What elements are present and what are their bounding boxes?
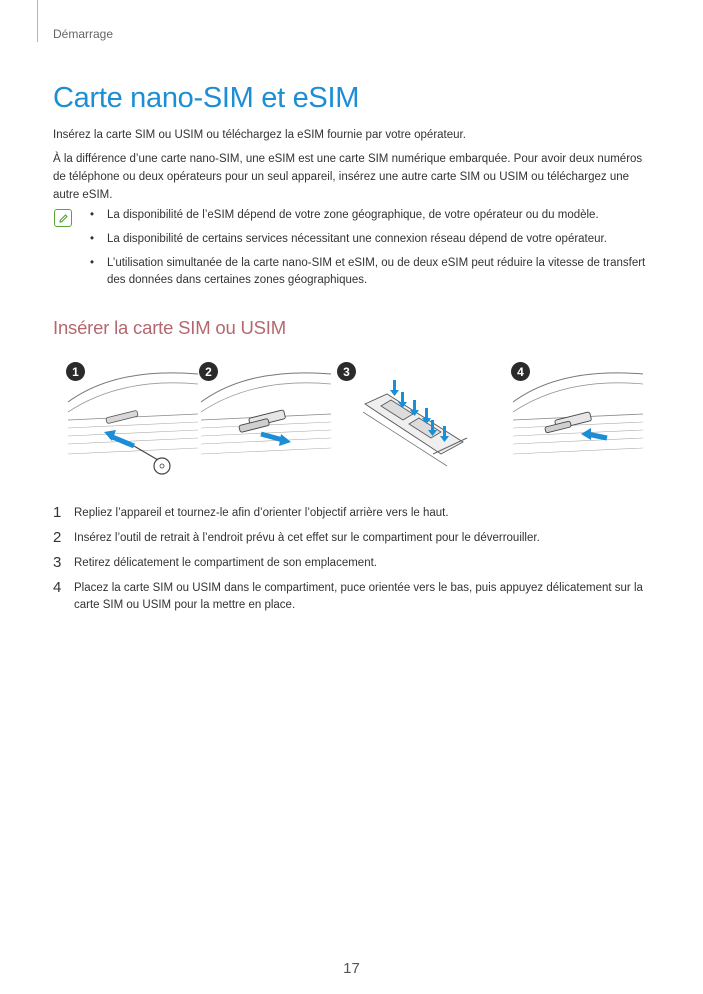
section-title: Insérer la carte SIM ou USIM (53, 317, 286, 338)
step-number: 4 (53, 579, 62, 596)
description-paragraph: À la différence d’une carte nano-SIM, une eSIM est une carte SIM numérique embarquée. Pour avoir deux numéros de téléphone ou deux opérateurs pour un seul appareil, insérez une autre carte SIM ou USIM ou téléchargez une autre eSIM. (53, 153, 643, 201)
step-item (53, 580, 663, 614)
illustration-sim-tray (337, 362, 469, 480)
step-number: 2 (53, 529, 62, 546)
step-item (53, 530, 663, 547)
step-list (53, 505, 663, 622)
note-pencil-icon (54, 209, 72, 227)
note-item: • La disponibilité de certains services nécessitant une connexion réseau dépend de votre opérateur. (90, 231, 660, 248)
step-item (53, 555, 663, 572)
note-item: • La disponibilité de l’eSIM dépend de votre zone géographique, de votre opérateur ou du modèle. (90, 207, 660, 224)
illustration-pull-tray (199, 362, 331, 480)
intro-paragraph: Insérez la carte SIM ou USIM ou téléchargez la eSIM fournie par votre opérateur. (53, 129, 466, 141)
step-badge-2: 2 (199, 362, 218, 381)
note-list (90, 207, 660, 296)
page-number: 17 (343, 960, 360, 977)
figure-step-1 (66, 362, 198, 480)
figure-step-3 (337, 362, 469, 480)
page-title: Carte nano-SIM et eSIM (53, 82, 360, 114)
note-item: • L’utilisation simultanée de la carte nano-SIM et eSIM, ou de deux eSIM peut réduire la vitesse de transfert des données dans certaines zones géographiques. (90, 255, 660, 289)
step-text: Placez la carte SIM ou USIM dans le compartiment, puce orientée vers le bas, puis appuyez délicatement sur la carte SIM ou USIM pour la mettre en place. (74, 582, 643, 611)
step-text: Insérez l’outil de retrait à l’endroit prévu à cet effet sur le compartiment pour le déverrouiller. (74, 532, 540, 544)
step-text: Retirez délicatement le compartiment de son emplacement. (74, 557, 377, 569)
step-text: Repliez l’appareil et tournez-le afin d’orienter l’objectif arrière vers le haut. (74, 507, 449, 519)
illustration-push-tray (511, 362, 643, 480)
step-badge-3: 3 (337, 362, 356, 381)
step-badge-1: 1 (66, 362, 85, 381)
step-item (53, 505, 663, 522)
figure-step-4 (511, 362, 643, 480)
page-header-rule (37, 0, 38, 42)
step-badge-4: 4 (511, 362, 530, 381)
breadcrumb: Démarrage (53, 27, 114, 41)
figure-step-2 (199, 362, 331, 480)
step-number: 1 (53, 504, 62, 521)
illustration-insert-pin (66, 362, 198, 480)
step-number: 3 (53, 554, 62, 571)
